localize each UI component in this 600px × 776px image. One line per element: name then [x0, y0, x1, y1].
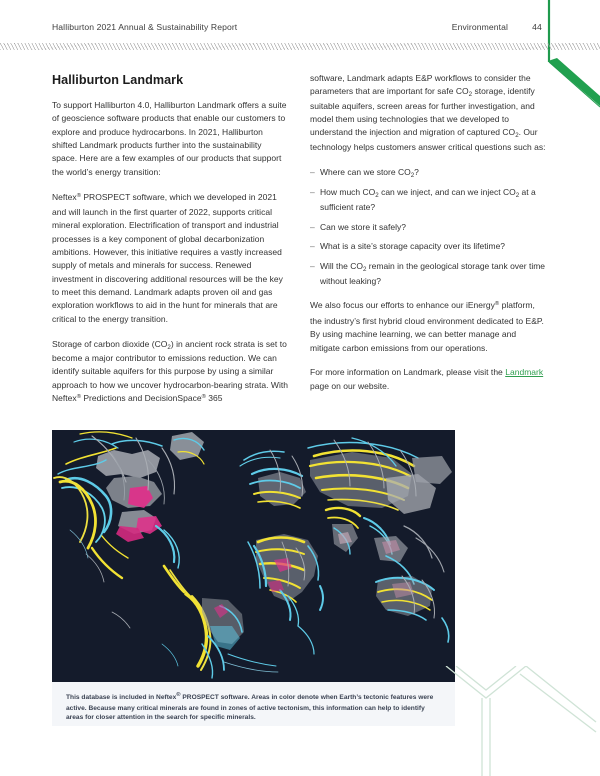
- paragraph-workflows: software, Landmark adapts E&P workflows to consider the parameters that are important for safe $CO_2$ storage, identify suitable aquifers, screen areas for further investigation, and model them using technologies that we developed to understand the injection and migration of captured $CO_2$. Our technology helps customers answer critical questions such as:: [310, 73, 546, 152]
- landmark-link[interactable]: Landmark: [505, 367, 544, 378]
- tectonic-world-map-figure: [52, 430, 455, 682]
- right-column: [310, 72, 547, 407]
- content-columns: [52, 72, 548, 407]
- page-header: [52, 22, 548, 38]
- section-label: Environmental: [451, 22, 508, 32]
- paragraph-neftex-prospect: Neftex® PROSPECT software, which we developed in 2021 and will launch in the first quarter of 2022, supports critical mineral exploration. Electrification of transport and industrial processes is a key component of global decarbonization ambitions. However, this initiative requires a vastly increased supply of metals and minerals for success. Renewed investment in discovering additional resources will be the key to meet this demand. Landmark adapts proven oil and gas exploration workflows to aid in the hunt for minerals that are critical to the energy transition.: [52, 191, 283, 324]
- paragraph-ienergy: We also focus our efforts to enhance our iEnergy® platform, the industry’s first hybrid cloud environment dedicated to E&P. By using machine learning, we can better manage and mitigate carbon emissions from our operations.: [310, 300, 544, 353]
- world-map-image: [52, 430, 455, 682]
- list-item: – Where can we store $CO_2$?: [310, 166, 547, 180]
- report-title: Halliburton 2021 Annual & Sustainability Report: [52, 22, 238, 32]
- critical-questions-list: [310, 166, 547, 288]
- figure-caption: [52, 682, 455, 726]
- page-number: 44: [532, 22, 542, 32]
- header-hatch-divider: [0, 43, 600, 50]
- left-column: [52, 72, 289, 407]
- page-title: Halliburton Landmark: [52, 73, 184, 87]
- list-item: – Can we store it safely?: [310, 221, 547, 234]
- list-item: – How much $CO_2$ can we inject, and can we inject $CO_2$ at a sufficient rate?: [310, 186, 547, 214]
- paragraph-intro: To support Halliburton 4.0, Halliburton Landmark offers a suite of geoscience software products that enable our customers to explore and produce hydrocarbons. In 2021, Halliburton shifted Landmark products further into the sustainability space. Here are a few examples of our products that support the world’s energy transition:: [52, 100, 287, 177]
- list-item: – Will the $CO_2$ remain in the geological storage tank over time without leaking?: [310, 260, 547, 288]
- paragraph-co2-storage: Storage of carbon dioxide $(CO_2)$ in ancient rock strata is set to become a major contributor to emissions reduction. We can identify suitable aquifers for this purpose by using a similar approach to how we uncover hydrocarbon-bearing strata. With Neftex® Predictions and DecisionSpace® 365: [52, 338, 289, 403]
- paragraph-more-information: [310, 366, 547, 393]
- figure-caption-text: This database is included in Neftex® PROSPECT software. Areas in color denote when Earth’s tectonic features were active. Because many critical minerals are found in zones of active tectonism, this information can help to identify areas for closer attention in the search for specific minerals.: [66, 692, 434, 722]
- list-item: – What is a site’s storage capacity over its lifetime?: [310, 240, 547, 253]
- more-info-suffix: page on our website.: [310, 380, 390, 391]
- more-info-prefix: For more information on Landmark, please visit the: [310, 367, 506, 378]
